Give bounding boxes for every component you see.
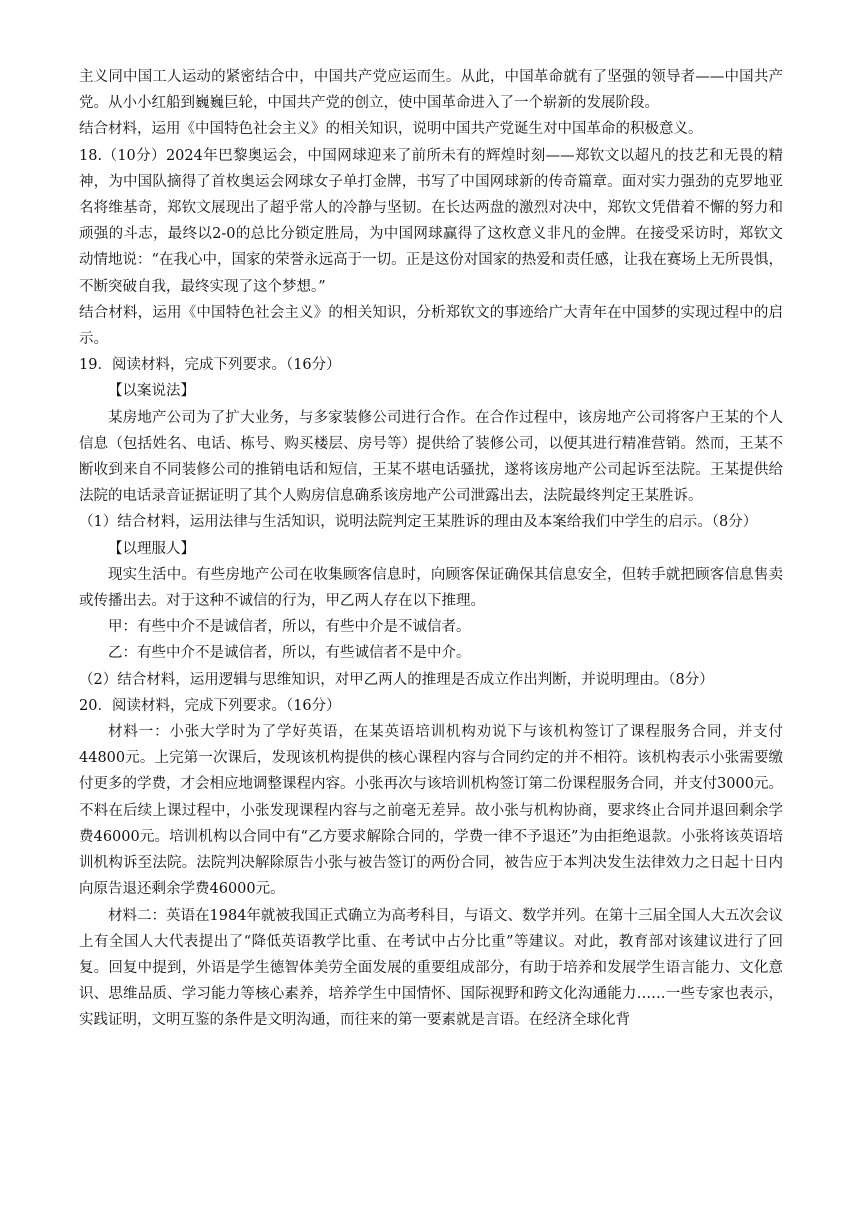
q19-yi: 乙：有些中介不是诚信者，所以，有些诚信者不是中介。 xyxy=(108,645,471,662)
q20-material2: 材料二：英语在1984年就被我国正式确立为高考科目，与语文、数学并列。在第十三届全国人大五次会议上有全国人大代表提出了“降低英语教学比重、在考试中占分比重”等建议。对此，教育部对该建议进行了回复。回复中提到，外语是学生德智体美劳全面发展的重要组成部分，有助于培养和发展学生语言能力、文化意识、思维品质、学习能力等核心素养，培养学生中国情怀、国际视野和跨文化沟通能力……一些专家也表示，实践证明，文明互鉴的条件是文明沟通，而往来的第一要素就是言语。在经济全球化背 xyxy=(79,907,783,1029)
q19-header: 19．阅读材料，完成下列要求。（16分） xyxy=(79,357,341,374)
q17-ask: 结合材料，运用《中国特色社会主义》的相关知识，说明中国共产党诞生对中国革命的积极意义。 xyxy=(79,121,703,138)
q19-section1-text: 某房地产公司为了扩大业务，与多家装修公司进行合作。在合作过程中，该房地产公司将客户王某的个人信息（包括姓名、电话、栋号、购买楼层、房号等）提供给了装修公司，以便其进行精准营销。然而，王某不断收到来自不同装修公司的推销电话和短信，王某不堪电话骚扰，遂将该房地产公司起诉至法院。王某提供给法院的电话录音证据证明了其个人购房信息确系该房地产公司泄露出去，法院最终判定王某胜诉。 xyxy=(79,409,783,505)
q19-sub1: （1）结合材料，运用法律与生活知识，说明法院判定王某胜诉的理由及本案给我们中学生的启示。（8分） xyxy=(79,514,758,531)
q17-material-tail: 主义同中国工人运动的紧密结合中，中国共产党应运而生。从此，中国革命就有了坚强的领导者——中国共产党。从小小红船到巍巍巨轮，中国共产党的创立，使中国革命进入了一个崭新的发展阶段。 xyxy=(79,69,783,112)
q20-header: 20．阅读材料，完成下列要求。（16分） xyxy=(79,697,341,714)
q20-material1: 材料一：小张大学时为了学好英语，在某英语培训机构劝说下与该机构签订了课程服务合同，并支付44800元。上完第一次课后，发现该机构提供的核心课程内容与合同约定的并不相符。该机构表示小张需要缴付更多的学费，才会相应地调整课程内容。小张再次与该培训机构签订第二份课程服务合同，并支付3000元。不料在后续上课过程中，小张发现课程内容与之前毫无差异。故小张与机构协商，要求终止合同并退回剩余学费46000元。培训机构以合同中有“乙方要求解除合同的，学费一律不予退还”为由拒绝退款。小张将该英语培训机构诉至法院。法院判决解除原告小张与被告签订的两份合同，被告应于本判决发生法律效力之日起十日内向原告退还剩余学费46000元。 xyxy=(79,724,783,898)
exam-page xyxy=(79,64,783,1034)
q19-jia: 甲：有些中介不是诚信者，所以，有些中介是不诚信者。 xyxy=(108,619,471,636)
q18-ask: 结合材料，运用《中国特色社会主义》的相关知识，分析郑钦文的事迹给广大青年在中国梦的实现过程中的启示。 xyxy=(79,304,783,348)
q19-section2-title: 【以理服人】 xyxy=(108,540,195,557)
q18-text: 18.（10分）2024年巴黎奥运会，中国网球迎来了前所未有的辉煌时刻——郑钦文以超凡的技艺和无畏的精神，为中国队摘得了首枚奥运会网球女子单打金牌，书写了中国网球新的传奇篇章。面对实力强劲的克罗地亚名将维基奇，郑钦文展现出了超乎常人的冷静与坚韧。在长达两盘的激烈对决中，郑钦文凭借着不懈的努力和顽强的斗志，最终以2-0的总比分锁定胜局，为中国网球赢得了这枚意义非凡的金牌。在接受采访时，郑钦文动情地说：“在我心中，国家的荣誉永远高于一切。正是这份对国家的热爱和责任感，让我在赛场上无所畏惧，不断突破自我，最终实现了这个梦想。” xyxy=(79,147,783,295)
q19-section1-title: 【以案说法】 xyxy=(108,383,195,400)
q19-section2-text: 现实生活中。有些房地产公司在收集顾客信息时，向顾客保证确保其信息安全，但转手就把顾客信息售卖或传播出去。对于这种不诚信的行为，甲乙两人存在以下推理。 xyxy=(79,566,783,610)
q19-sub2: （2）结合材料，运用逻辑与思维知识，对甲乙两人的推理是否成立作出判断，并说明理由。（8分） xyxy=(79,671,714,688)
